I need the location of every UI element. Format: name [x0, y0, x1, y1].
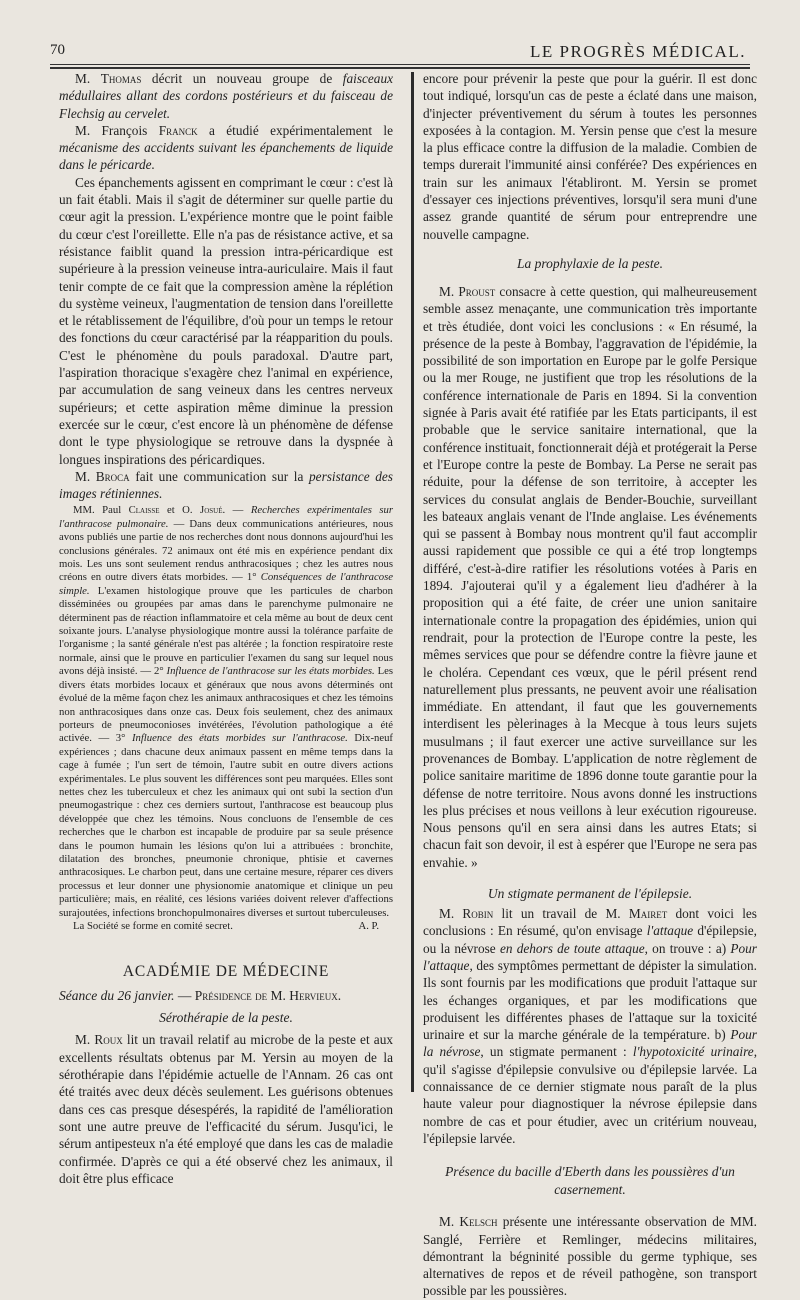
- robin-paragraph: [423, 905, 757, 1147]
- text-run: M.: [439, 283, 459, 299]
- text-run: lit un travail relatif au microbe de la peste et aux excellents résultats obtenus par M. Yersin au moyen de la sérothérapie dans l'épidémie actuelle de l'Annam. 26 cas ont été traités avec deux décès seulement. Les guérisons obtenues dans ces cas presque désespérés, la rapidité de l'amélioration sont une autre preuve de l'efficacité du sérum. Jusqu'ici, le sérum antipesteux n'a été employé que dans les cas de maladie confirmée. D'après ce qui a été observé chez les animaux, il doit être plus efficace: [59, 1032, 393, 1186]
- journal-title: LE PROGRÈS MÉDICAL.: [530, 42, 746, 61]
- text-run: M. François: [75, 122, 159, 138]
- small-caps-text: Claisse: [128, 504, 160, 517]
- text-run: M.: [439, 906, 463, 922]
- text-run: M.: [75, 1032, 95, 1048]
- italic-text: l'attaque: [646, 923, 694, 939]
- text-run: fait une communication sur la: [129, 468, 310, 484]
- small-caps-text: — Présidence de M. Hervieux.: [174, 988, 342, 1004]
- text-run: a étudié expérimentalement le: [197, 122, 393, 138]
- small-caps-text: Roux: [94, 1032, 123, 1048]
- proust-paragraph: [423, 283, 757, 871]
- text-run: — Dans deux communications antérieures, nous avons publiés une partie de nos recherches dont nous donnons aujourd'hui les conclusions générales. 72 animaux ont été mis en expérience pendant dix mois. Les uns sont seulement rendus anthracosiques ; chez les autres nous créons en outre divers états morbides. — 1°: [59, 517, 393, 584]
- italic-text: persistance des images rétiniennes.: [59, 468, 393, 502]
- subheading-serotherapie: Sérothérapie de la peste.: [159, 1010, 293, 1026]
- italic-text: Recherches expérimentales sur l'anthracose pulmonaire.: [59, 504, 393, 530]
- italic-text: l'hypotoxicité urinaire: [632, 1044, 754, 1060]
- text-run: L'examen histologique prouve que les particules de charbon disséminées ou groupées par amas dans le parenchyme pulmonaire ne déterminent pas de réaction inflammatoire et cela même au bout de deux cent soixante jours. L'analyse physiologique montre aussi la tolérance parfaite de l'organisme ; la santé générale n'est pas altérée ; la fonction respiratoire reste normale, ainsi que le prouve en particulier l'examen du sang sur lequel nous avons déjà insisté. — 2°: [59, 584, 393, 678]
- text-run: M.: [75, 71, 101, 86]
- italic-text: Pour l'attaque: [423, 940, 757, 973]
- text-run: , des symptômes permettant de dépister la simulation. Ils sont fournis par les modifications que produit l'attaque sur les échanges organiques, et par les modifications que produisent les différentes phases de l'attaque sur la toxicité urinaire et sur la marche générale de la température. b): [423, 957, 757, 1043]
- small-caps-text: Franck: [158, 122, 198, 138]
- roux-paragraph: [59, 1031, 393, 1187]
- text-run: Dix-neuf expériences ; dans chacune deux animaux passent en même temps dans la cage à fumée ; l'un sert de témoin, l'autre subit en outre divers actions expérimentales. Le plus souvent les différences sont peu marquées. Elles sont nettes chez les tuberculeux et chez les animaux qui ont subi la section d'un pneumogastrique : chez ces derniers surtout, l'anthracose est beaucoup plus développée que chez les témoins. Nous concluons de l'ensemble de ces recherches que le charbon est incapable de produire par sa seule présence dans le poumon humain les lésions qu'on lui a attribuées : bronchite, dilatation des bronches, pneumonie chronique, phtisie et cavernes anthracosiques. Le charbon peut, dans une certaine mesure, réparer ces divers processus et leur donner une physionomie anatomique et clinique un peu particulière; mais, en réalité, ces lésions variées doivent relever d'affections surajoutées, infections bronchopulmonaires diverses et surtout tuberculeuses.: [59, 732, 393, 919]
- subheading-epilepsie: Un stigmate permanent de l'épilepsie.: [487, 886, 693, 902]
- subheading-prophylaxie: La prophylaxie de la peste.: [516, 255, 664, 271]
- seance-line: [59, 987, 393, 1005]
- small-caps-text: Proust: [458, 283, 496, 299]
- small-caps-text: Josué: [200, 504, 223, 517]
- signature: A. P.: [358, 920, 379, 933]
- text-run: consacre à cette question, qui malheureusement semble assez menaçante, une communication très importante et très étudiée, dont voici les conclusions : « En résumé, la présence de la peste à Bombay, l'aggravation de l'épidémie, la possibilité de son importation en Europe par le golfe Persique ou la mer Rouge, ne justifient que trop les résolutions de la conférence internationale de Paris en 1894. Si la convention signée à Paris avait été ratifiée par les Etats participants, il est probable que le service sanitaire international, que la conférence instituait, fonctionnerait déjà et protégerait la Perse et l'Europe contre la peste de Bombay. La Perse ne serait pas réduite, pour la défense de son territoire, à accepter les services du consulat anglais de Bender-Bouchie, surveillant les bateaux anglais venant de l'Inde anglaise. Les événements qui se passent à Bombay nous montrent qu'il faut accomplir aussi rapidement que possible ce qui a été trop longtemps différé, c'est-à-dire ratifier les résolutions votées à Paris en 1894. J'ajouterai qu'il y a également lieu d'adhérer à la proposition qui a été faite, de créer une union sanitaire internationale contre la propagation des épidémies, union qui rendrait, pour la protection de l'Europe contre la peste, les mêmes services que pour se défendre contre la fièvre jaune et le choléra. Cependant ces vœux, que le péril présent rend naturellement plus pressants, ne peuvent avoir une réalisation immédiate. En attendant, il faut que les gouvernements interdisent les pèlerinages à la Mecque à tous leurs sujets musulmans ; il faut exercer une active surveillance sur les provenances de Bombay. L'application de notre règlement de police sanitaire maritime de 1896 donne toute garantie pour la défense de notre territoire. Nous avons donné les instructions les plus précises et nous veillons à leur exécution rigoureuse. Nous pensons qu'il en sera ainsi dans les autres Etats; si chacun fait son devoir, il est à espérer que l'Europe ne sera pas envahie. »: [423, 283, 757, 870]
- header-rule-thin: [50, 64, 750, 65]
- small-caps-text: Robin: [462, 906, 494, 922]
- text-run: Les divers états morbides locaux et généraux que nous avons déterminés ont évolué de la même façon chez les animaux anthracosiques et chez les témoins non anthracosiques dans onze cas. Deux fois seulement, chez des animaux porteurs de pneumoconioses invétérées, l'évolution pathologique a été activée. — 3°: [59, 665, 393, 745]
- italic-text: mécanisme des accidents suivant les épanchements de liquide dans le péricarde.: [59, 140, 393, 173]
- text-run: et O.: [159, 504, 201, 517]
- kelsch-paragraph: [423, 1213, 757, 1299]
- text-run: dont voici les conclusions : En résumé, qu'on envisage: [423, 906, 757, 939]
- section-title: ACADÉMIE DE MÉDECINE: [122, 963, 330, 981]
- italic-text: Pour la névrose: [423, 1027, 757, 1060]
- text-run: . —: [222, 504, 251, 517]
- text-run: présente une intéressante observation de MM. Sanglé, Ferrière et Remlinger, médecins militaires, démontrant la bégninité possible du germe typhique, ses alternatives de repos et de réveil pathogène, son transport possible par les poussières.: [423, 1214, 757, 1299]
- roux-continuation-paragraph: encore pour prévenir la peste que pour la guérir. Il est donc tout indiqué, lorsqu'un cas de peste a éclaté dans une maison, d'injecter préventivement du sérum à toutes les personnes exposées à la contagion. M. Yersin pense que c'est la mesure la plus efficace contre la diffusion de la maladie. Combien de temps durerait l'immunité ainsi conférée? Des expériences en train sur les animaux l'établiront. M. Yersin se promet d'essayer ces injections préventives, lorsqu'il sera muni d'une assez grande quantité de sérum pour entreprendre une nouvelle campagne.: [423, 71, 757, 242]
- italic-text: Influence de l'anthracose sur les états morbides.: [166, 665, 375, 678]
- signoff-line: [59, 920, 393, 933]
- subheading-eberth: Présence du bacille d'Eberth dans les poussières d'un casernement.: [445, 1164, 735, 1198]
- comite-secret-text: La Société se forme en comité secret.: [73, 920, 233, 933]
- italic-text: en dehors de toute attaque: [499, 940, 645, 956]
- italic-text: Séance du 26 janvier.: [59, 988, 175, 1004]
- epanchements-paragraph: Ces épanchements agissent en comprimant le cœur : c'est là un fait établi. Mais il s'agit de déterminer sur quelle partie du cœur agit la pression. L'expérience montre que le point faible du cœur c'est l'oreillette. Elle n'a pas de résistance active, et sa résistance faiblit quand la pression intra-péricardique est supérieure à la pression veineuse intra-auriculaire. Mais il faut tenir compte de ce fait que la compression amène la réplétion du système veineux, l'augmentation de tension dans l'oreillette et le rétablissement de l'équilibre, d'où pour un temps le retour des fonctions du cœur caractérisé par la réapparition du pouls. C'est le phénomène du pouls paradoxal. D'autre part, l'aspiration thoracique s'exagère chez l'animal en expérience, par accumulation de sang veineux dans les centres nerveux supérieurs; et cette aspiration même diminue la pression exercée sur le cœur, c'est encore là un phénomène de défense dont le type physiologique se retrouve dans la dyspnée à longues inspirations des péricardiques.: [59, 174, 393, 467]
- anthracose-paragraph: [59, 504, 393, 920]
- text-run: d'épilepsie, ou la névrose: [423, 923, 757, 956]
- right-column: [423, 70, 758, 1299]
- text-run: , un stigmate permanent :: [480, 1044, 633, 1060]
- text-run: M.: [75, 468, 96, 484]
- page-header: [50, 40, 750, 62]
- italic-text: Influence des états morbides sur l'anthracose.: [131, 732, 348, 745]
- header-rule-thick: [50, 67, 750, 69]
- thomas-paragraph: [59, 70, 393, 122]
- text-run: M.: [439, 1214, 460, 1230]
- franck-paragraph: [59, 122, 393, 174]
- text-run: lit un travail de M.: [493, 906, 629, 922]
- left-column: [59, 70, 394, 1186]
- small-caps-text: Broca: [95, 468, 130, 484]
- text-run: décrit un nouveau groupe de: [141, 71, 343, 86]
- small-caps-text: Mairet: [628, 906, 668, 922]
- text-run: MM. Paul: [73, 504, 129, 517]
- text-run: , on trouve : a): [644, 940, 731, 956]
- italic-text: Conséquences de l'anthracose simple.: [59, 571, 393, 597]
- broca-paragraph: [59, 468, 393, 503]
- page-number: 70: [50, 42, 65, 58]
- column-divider: [411, 72, 414, 1092]
- text-run: , qu'il s'agisse d'épilepsie convulsive ou d'épilepsie larvée. La connaissance de ce dernier stigmate nous paraît de la plus haute valeur pour diagnostiquer la névrose épilepsie dans nombre de cas et pour étudier, avec un critérium nouveau, l'épilepsie larvée.: [423, 1044, 758, 1146]
- small-caps-text: Thomas: [100, 71, 142, 86]
- italic-text: faisceaux médullaires allant des cordons postérieurs et du faisceau de Flechsig au cervelet.: [59, 71, 394, 121]
- small-caps-text: Kelsch: [459, 1214, 498, 1230]
